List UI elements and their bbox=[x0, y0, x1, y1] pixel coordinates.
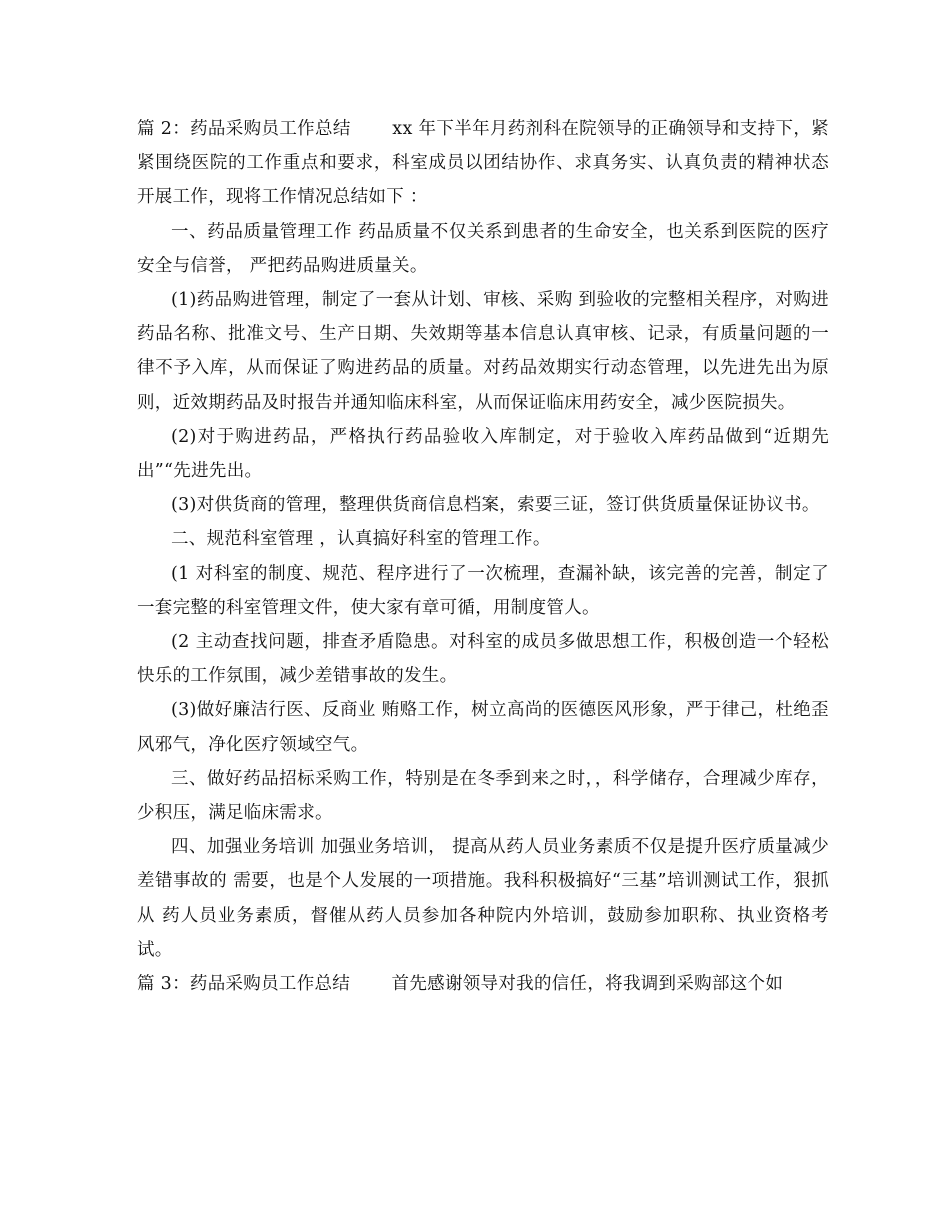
paragraph-section-1: 一、药品质量管理工作 药品质量不仅关系到患者的生命安全，也关系到医院的医疗安全与信誉， 严把药品购进质量关。 bbox=[137, 221, 829, 276]
document-body bbox=[137, 112, 829, 1001]
paragraph-section-2: 二、规范科室管理 ，认真搞好科室的管理工作。 bbox=[171, 529, 551, 550]
paragraph-section-4: 四、加强业务培训 加强业务培训， 提高从药人员业务素质不仅是提升医疗质量减少差错事故的 需要，也是个人发展的一项措施。我科积极搞好“三基”培训测试工作，狠抓从 药人员业务素质，督催从药人员参加各种院内外培训，鼓励参加职称、执业资格考试。 bbox=[137, 837, 829, 960]
paragraph-item-1-2: (2)对于购进药品，严格执行药品验收入库制定，对于验收入库药品做到“近期先出”“先进先出。 bbox=[137, 426, 829, 482]
paragraph-item-2-3: (3)做好廉洁行医、反商业 贿赂工作，树立高尚的医德医风形象，严于律己，杜绝歪风邪气，净化医疗领域空气。 bbox=[137, 700, 829, 755]
paragraph-heading-2: 篇 2：药品采购员工作总结 xx 年下半年月药剂科在院领导的正确领导和支持下，紧紧围绕医院的工作重点和要求，科室成员以团结协作、求真务实、认真负责的精神状态开展工作，现将工作情况总结如下 ： bbox=[137, 119, 829, 208]
paragraph-item-2-2: (2 主动查找问题，排查矛盾隐患。对科室的成员多做思想工作，积极创造一个轻松快乐的工作氛围，减少差错事故的发生。 bbox=[137, 632, 829, 687]
paragraph-heading-3: 篇 3：药品采购员工作总结 首先感谢领导对我的信任，将我调到采购部这个如 bbox=[137, 974, 784, 995]
paragraph-item-1-1: (1)药品购进管理，制定了一套从计划、审核、采购 到验收的完整相关程序，对购进药品名称、批准文号、生产日期、失效期等基本信息认真审核、记录，有质量问题的一律不予入库，从而保证了购进药品的质量。对药品效期实行动态管理，以先进先出为原则，近效期药品及时报告并通知临床科室，从而保证临床用药安全，减少医院损失。 bbox=[137, 290, 829, 413]
paragraph-section-3: 三、做好药品招标采购工作，特别是在冬季到来之时，，科学储存，合理减少库存，少积压，满足临床需求。 bbox=[137, 768, 829, 824]
paragraph-item-2-1: (1 对科室的制度、规范、程序进行了一次梳理，查漏补缺，该完善的完善，制定了一套完整的科室管理文件，使大家有章可循，用制度管人。 bbox=[137, 563, 829, 618]
paragraph-item-1-3: (3)对供货商的管理，整理供货商信息档案，索要三证，签订供货质量保证协议书。 bbox=[171, 495, 820, 516]
